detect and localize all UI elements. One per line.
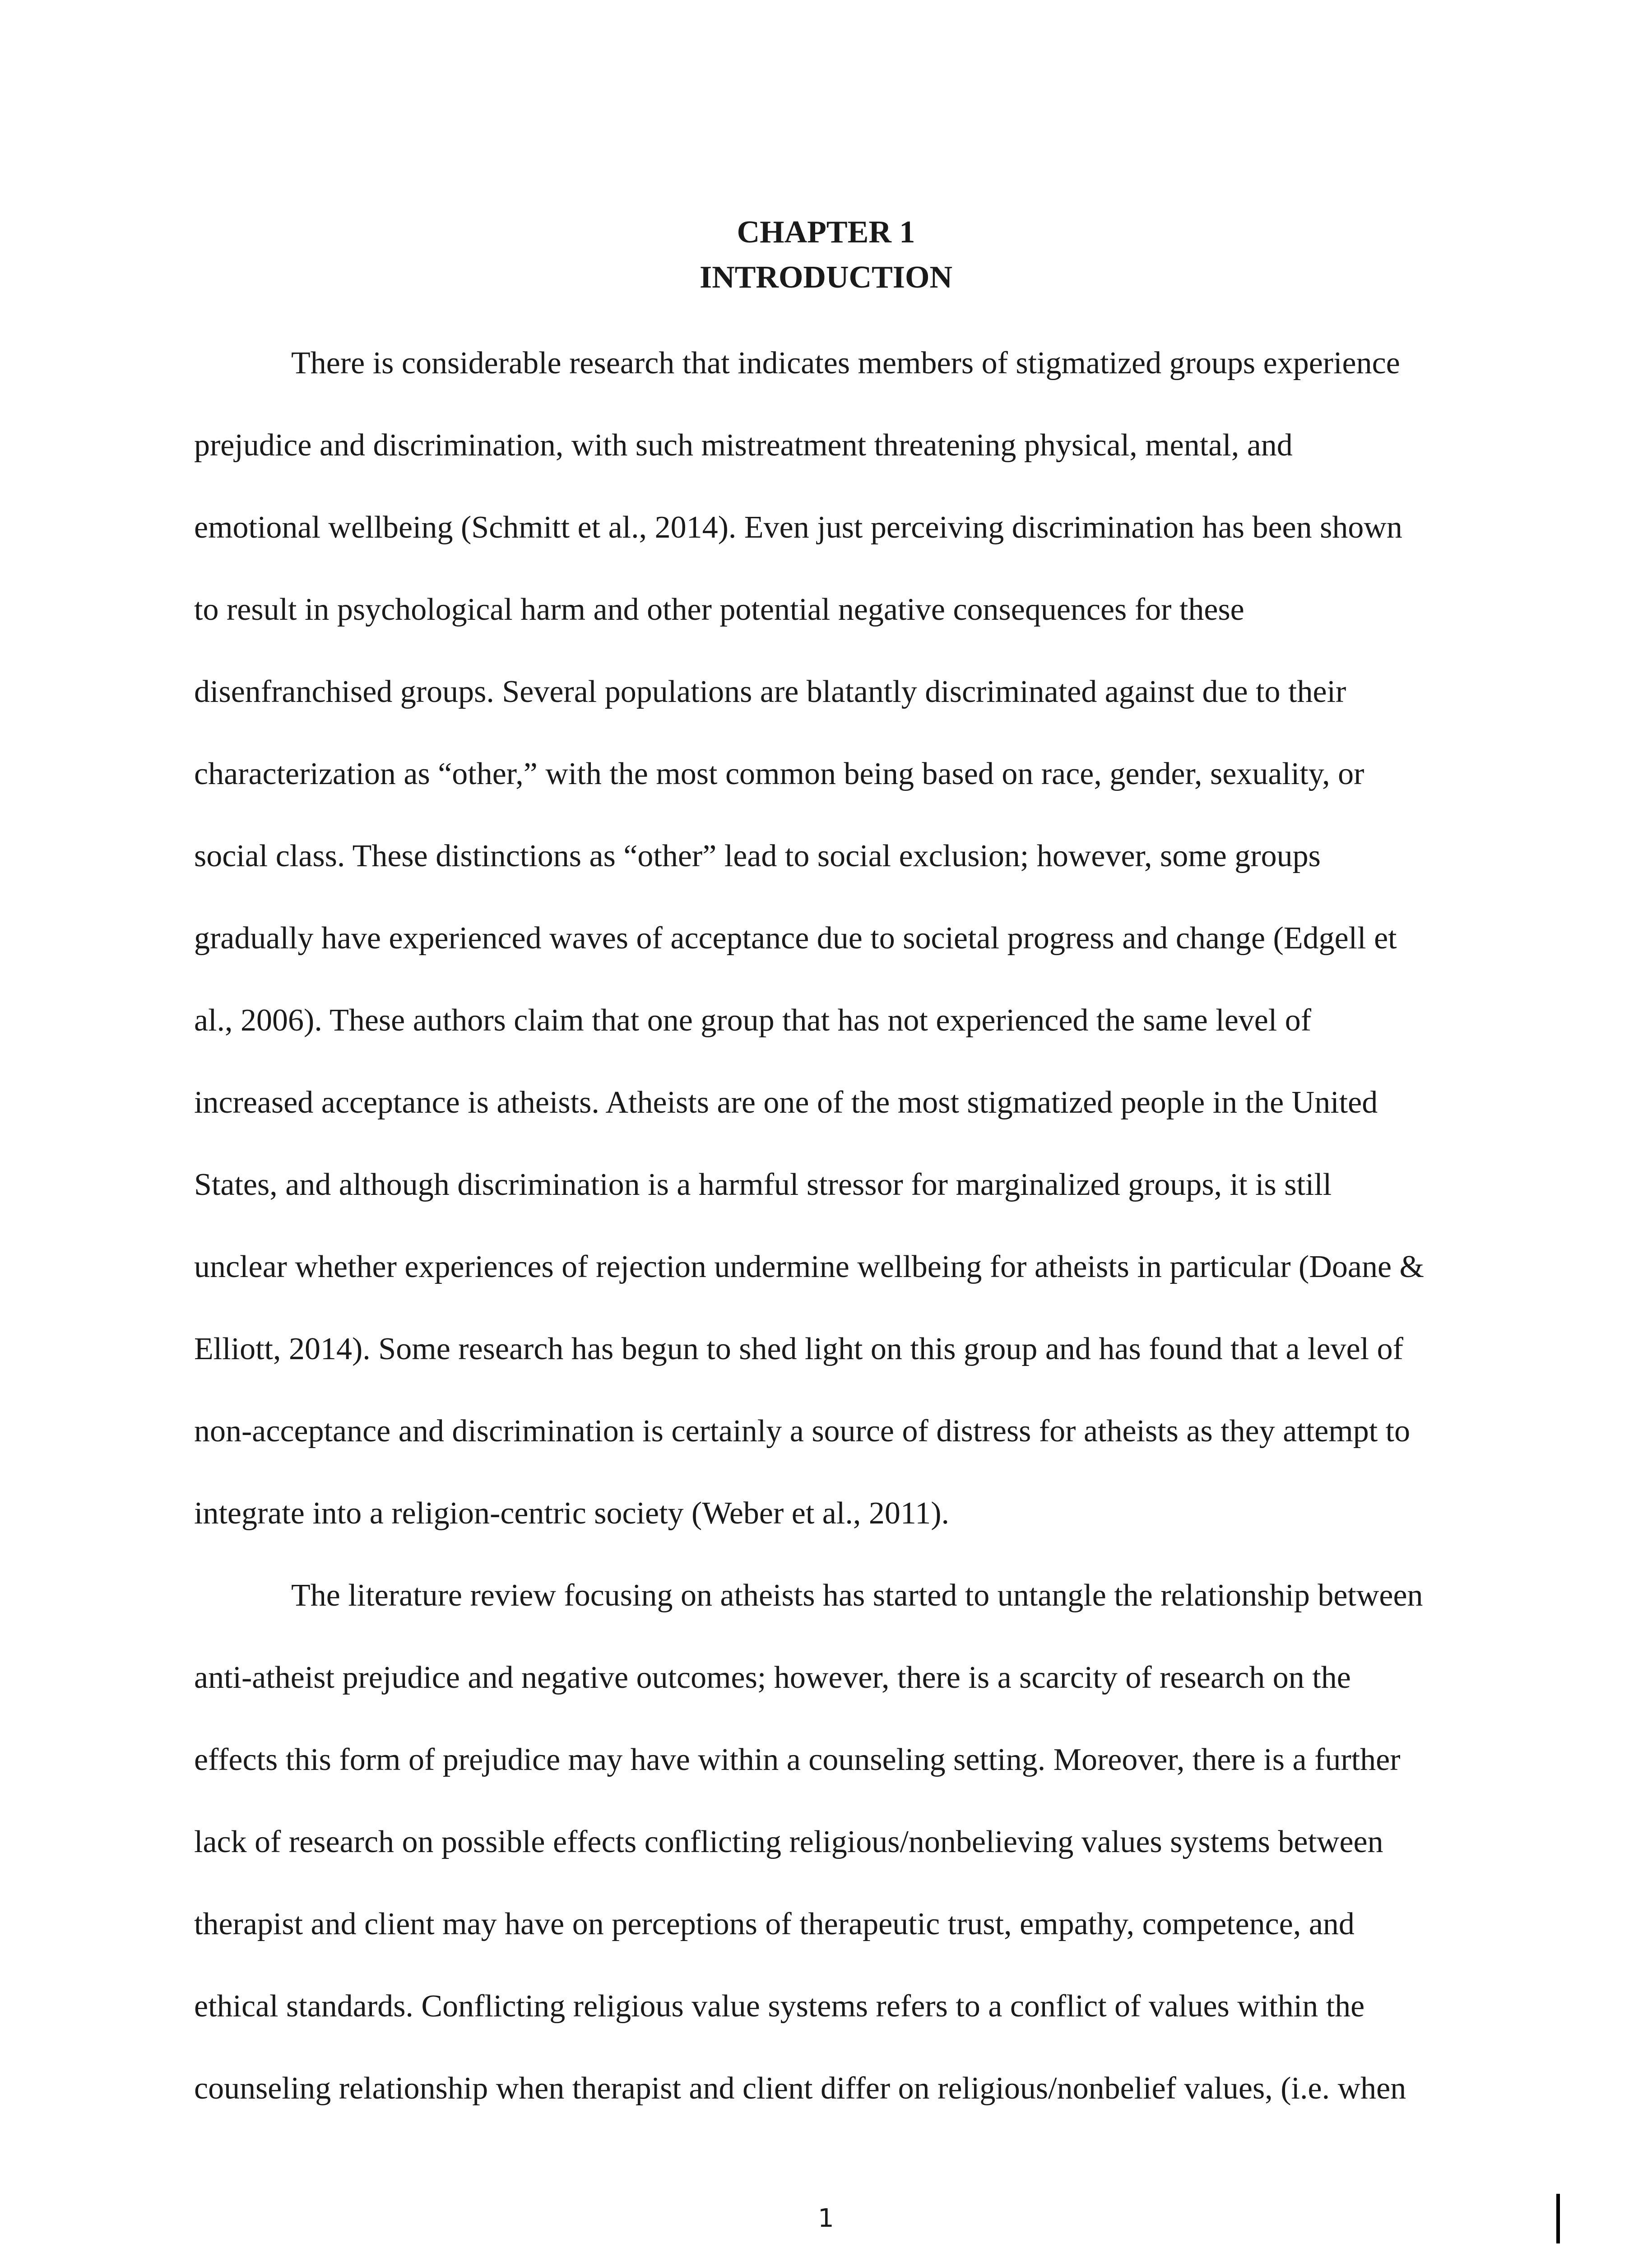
body-line: lack of research on possible effects conflicting religious/nonbelieving values systems between (194, 1825, 1383, 1859)
body-line: non-acceptance and discrimination is certainly a source of distress for atheists as they attempt to (194, 1414, 1411, 1449)
chapter-number: CHAPTER 1 (737, 215, 915, 250)
body-line: States, and although discrimination is a harmful stressor for marginalized groups, it is still (194, 1167, 1332, 1202)
body-line: social class. These distinctions as “other” lead to social exclusion; however, some groups (194, 839, 1321, 873)
body-line: therapist and client may have on perceptions of therapeutic trust, empathy, competence, and (194, 1907, 1355, 1941)
body-line: unclear whether experiences of rejection undermine wellbeing for atheists in particular (Doane & (194, 1249, 1424, 1284)
body-line: counseling relationship when therapist and client differ on religious/nonbelief values, (i.e. when (194, 2071, 1406, 2106)
body-line: disenfranchised groups. Several populations are blatantly discriminated against due to their (194, 674, 1346, 709)
body-line: increased acceptance is atheists. Atheists are one of the most stigmatized people in the United (194, 1085, 1378, 1120)
body-line: There is considerable research that indicates members of stigmatized groups experience (291, 346, 1400, 381)
body-line: prejudice and discrimination, with such mistreatment threatening physical, mental, and (194, 428, 1293, 463)
body-line: emotional wellbeing (Schmitt et al., 2014). Even just perceiving discrimination has been shown (194, 510, 1402, 545)
body-line: effects this form of prejudice may have within a counseling setting. Moreover, there is a further (194, 1742, 1401, 1777)
body-line: integrate into a religion-centric society (Weber et al., 2011). (194, 1496, 950, 1531)
body-line: al., 2006). These authors claim that one group that has not experienced the same level of (194, 1003, 1312, 1038)
text-cursor (1556, 2194, 1560, 2243)
body-line: anti-atheist prejudice and negative outcomes; however, there is a scarcity of research on the (194, 1660, 1351, 1695)
page-number: 1 (818, 2204, 834, 2233)
body-line: characterization as “other,” with the most common being based on race, gender, sexuality, or (194, 757, 1364, 791)
chapter-title: INTRODUCTION (699, 260, 953, 295)
body-line: ethical standards. Conflicting religious value systems refers to a conflict of values within the (194, 1989, 1365, 2024)
body-line: The literature review focusing on atheists has started to untangle the relationship between (291, 1578, 1423, 1613)
body-line: Elliott, 2014). Some research has begun to shed light on this group and has found that a level of (194, 1332, 1403, 1366)
body-line: to result in psychological harm and other potential negative consequences for these (194, 592, 1244, 627)
body-line: gradually have experienced waves of acceptance due to societal progress and change (Edgell et (194, 921, 1397, 956)
